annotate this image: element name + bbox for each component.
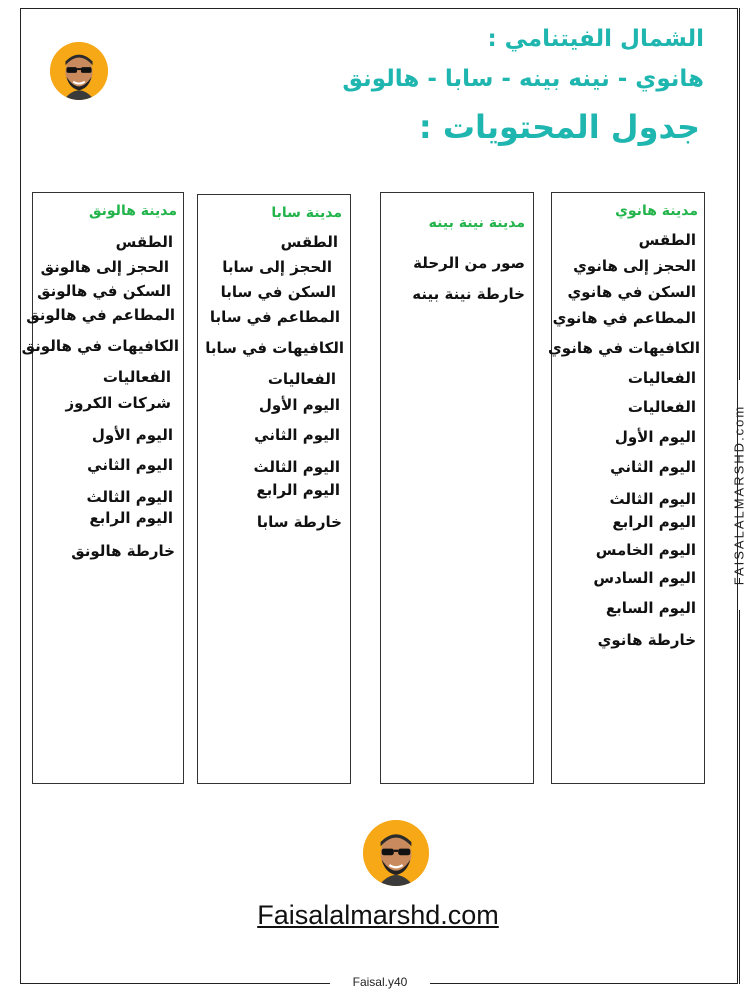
footer-label: Faisal.y40 [330,975,430,989]
list-item: اليوم الأول [258,396,340,414]
list-item: اليوم السادس [593,569,696,587]
list-item: المطاعم في هانوي [552,309,696,327]
list-item: اليوم الثالث [86,488,173,506]
title-region: الشمال الفيتنامي : [487,26,704,52]
list-item: الطقس [115,233,173,251]
list-item: الكافيهات في هانوي [548,339,700,357]
title-cities: هانوي - نينه بينه - سابا - هالونق [342,66,704,92]
list-item: اليوم الأول [91,426,173,444]
website-link[interactable]: Faisalalmarshd.com [257,900,499,930]
list-item: الطقس [638,231,696,249]
avatar-bottom [363,820,429,886]
column-ha-long [21,192,184,784]
column-heading: مدينة هالونق [89,203,177,219]
list-item: الحجز إلى سابا [222,258,332,276]
list-item: الحجز إلى هالونق [40,258,169,276]
list-item: اليوم الثاني [254,426,340,444]
list-item: صور من الرحلة [413,254,525,272]
avatar-face-icon [363,820,429,886]
page-title: جدول المحتويات : [418,108,700,146]
avatar-face-icon [50,42,108,100]
avatar-top [50,42,108,100]
column-heading: مدينة سابا [271,205,342,221]
list-item: اليوم الثاني [87,456,173,474]
list-item: اليوم السابع [605,599,696,617]
list-item: اليوم الأول [614,428,696,446]
list-item: شركات الكروز [65,394,171,412]
list-item: اليوم الرابع [89,509,173,527]
list-item: الفعاليات [627,398,696,416]
column-heading: مدينة نينة بينه [428,215,525,231]
list-item: المطاعم في سابا [209,308,340,326]
list-item: الكافيهات في سابا [205,339,344,357]
list-item: اليوم الثاني [610,458,696,476]
list-item: خارطة هانوي [597,631,696,649]
list-item: السكن في هالونق [37,282,171,300]
list-item: خارطة سابا [256,513,342,531]
list-item: الطقس [280,233,338,251]
list-item: اليوم الرابع [612,513,696,531]
column-ninh-binh [380,192,534,784]
list-item: المطاعم في هالونق [26,306,175,324]
list-item: خارطة نينة بينه [412,285,525,303]
column-sapa [197,194,351,784]
column-heading: مدينة هانوي [615,203,698,219]
list-item: اليوم الرابع [256,481,340,499]
list-item: الحجز إلى هانوي [573,257,696,275]
list-item: السكن في هانوي [567,283,696,301]
list-item: الفعاليات [267,370,336,388]
list-item: الكافيهات في هالونق [21,337,179,355]
side-watermark [726,385,752,605]
column-hanoi [548,192,705,784]
list-item: خارطة هالونق [71,542,175,560]
list-item: اليوم الخامس [595,541,696,559]
list-item: اليوم الثالث [609,490,696,508]
list-item: السكن في سابا [220,283,336,301]
side-line-top [739,8,740,380]
list-item: اليوم الثالث [253,458,340,476]
list-item: الفعاليات [627,369,696,387]
list-item: الفعاليات [102,368,171,386]
side-watermark-text: FAISALALMARSHD.com [731,404,747,586]
